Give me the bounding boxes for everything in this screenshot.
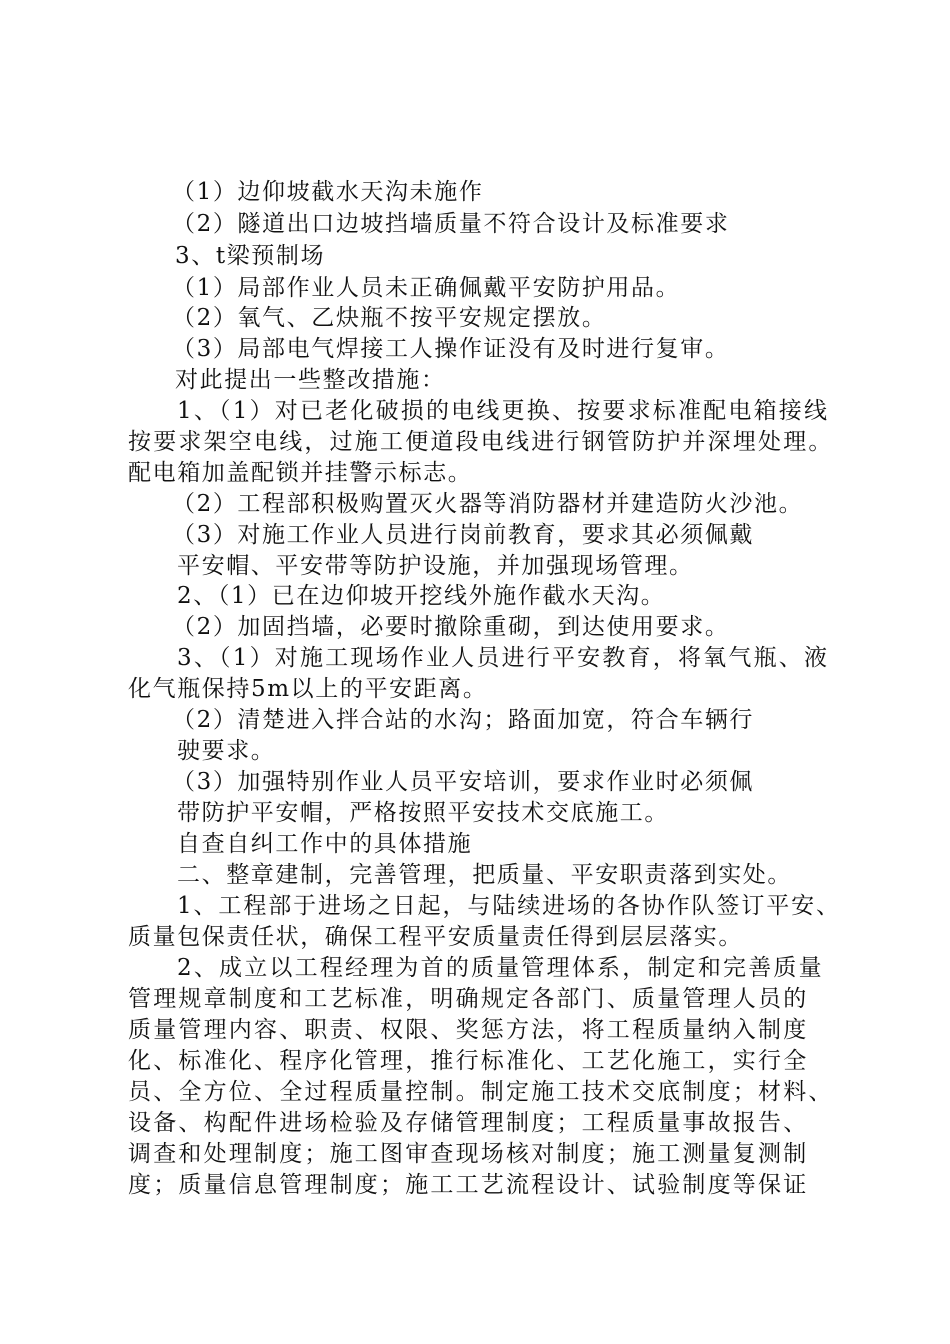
text-line-2: （2）隧道出口边坡挡墙质量不符合设计及标准要求 [172,211,730,237]
text-line-28: 质量管理内容、职责、权限、奖惩方法，将工程质量纳入制度 [128,1017,809,1043]
text-line-17: 化气瓶保持5m以上的平安距离。 [128,676,488,702]
text-line-6: （3）局部电气焊接工人操作证没有及时进行复审。 [172,336,730,362]
text-line-7: 对此提出一些整改措施： [175,367,446,393]
text-line-27: 管理规章制度和工艺标准，明确规定各部门、质量管理人员的 [128,986,809,1012]
text-line-12: （3）对施工作业人员进行岗前教育，要求其必须佩戴 [172,522,755,548]
text-line-3: 3、t梁预制场 [175,243,326,269]
text-line-10: 配电箱加盖配锁并挂警示标志。 [128,460,473,486]
text-line-4: （1）局部作业人员未正确佩戴平安防护用品。 [172,275,681,301]
text-line-14: 2、（1）已在边仰坡开挖线外施作截水天沟。 [177,583,666,609]
text-line-21: 带防护平安帽，严格按照平安技术交底施工。 [177,800,669,826]
text-line-9: 按要求架空电线，过施工便道段电线进行钢管防护并深埋处理。 [128,429,834,455]
text-line-11: （2）工程部积极购置灭火器等消防器材并建造防火沙池。 [172,491,804,517]
text-line-26: 2、成立以工程经理为首的质量管理体系，制定和完善质量 [177,955,824,981]
text-line-22: 自查自纠工作中的具体措施 [177,831,473,857]
text-line-33: 度；质量信息管理制度；施工工艺流程设计、试验制度等保证 [128,1172,809,1198]
text-line-15: （2）加固挡墙，必要时撤除重砌，到达使用要求。 [172,614,730,640]
text-line-29: 化、标准化、程序化管理，推行标准化、工艺化施工，实行全 [128,1048,809,1074]
text-line-5: （2）氧气、乙炔瓶不按平安规定摆放。 [172,305,607,331]
text-line-30: 员、全方位、全过程质量控制。制定施工技术交底制度；材料、 [128,1079,834,1105]
text-line-31: 设备、构配件进场检验及存储管理制度；工程质量事故报告、 [128,1110,809,1136]
text-line-20: （3）加强特别作业人员平安培训，要求作业时必须佩 [172,769,755,795]
text-line-32: 调查和处理制度；施工图审查现场核对制度；施工测量复测制 [128,1141,809,1167]
text-line-24: 1、工程部于进场之日起，与陆续进场的各协作队签订平安、 [177,893,841,919]
text-line-1: （1）边仰坡截水天沟未施作 [172,179,484,205]
text-line-8: 1、（1）对已老化破损的电线更换、按要求标准配电箱接线 [177,398,830,424]
text-line-13: 平安帽、平安带等防护设施，并加强现场管理。 [177,553,694,579]
text-line-16: 3、（1）对施工现场作业人员进行平安教育，将氧气瓶、液 [177,645,830,671]
text-line-25: 质量包保责任状，确保工程平安质量责任得到层层落实。 [128,924,743,950]
text-line-23: 二、整章建制，完善管理，把质量、平安职责落到实处。 [177,862,792,888]
text-line-18: （2）清楚进入拌合站的水沟；路面加宽，符合车辆行 [172,707,755,733]
text-line-19: 驶要求。 [177,738,276,764]
